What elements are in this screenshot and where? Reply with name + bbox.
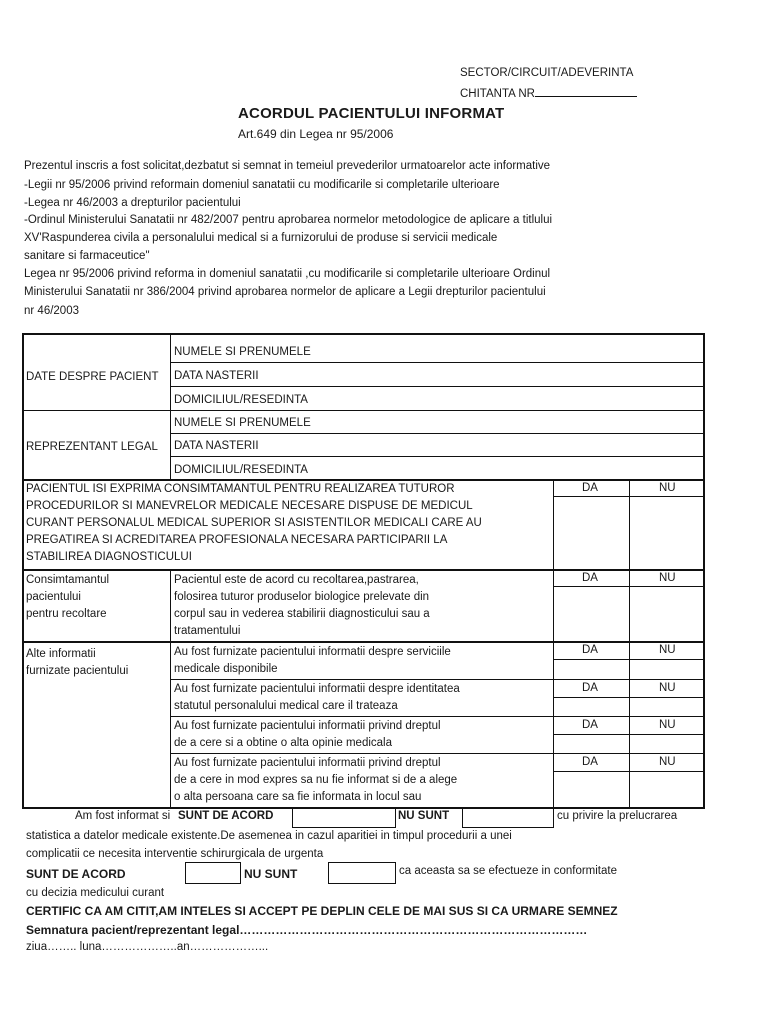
info-services-da-label: DA: [582, 644, 598, 656]
info-services-da-checkbox[interactable]: [555, 661, 628, 678]
processing-agree-box[interactable]: [292, 808, 396, 828]
patient-data-label: DATE DESPRE PACIENT: [26, 371, 159, 383]
info-opinion-nu-label: NU: [659, 719, 676, 731]
surgery-agree-label: SUNT DE ACORD: [26, 867, 126, 881]
info-opinion-nu-checkbox[interactable]: [631, 736, 704, 752]
intro-line: -Ordinul Ministerului Sanatatii nr 482/2007 pentru aprobarea normelor metodologice de aplicare a titlului: [24, 214, 553, 226]
general-consent-da-label: DA: [582, 482, 598, 494]
patient-name-field[interactable]: NUMELE SI PRENUMELE: [174, 346, 311, 358]
info-refuse-text: Au fost furnizate pacientului informatii privind dreptul de a cere in mod expres sa nu fie informat si de a alege o alta persoana care sa fie informata in locul sau: [174, 757, 458, 803]
collection-consent-label: Consimtamantul pacientului pentru recoltare: [26, 574, 110, 620]
conformity-text: ca aceasta sa se efectueze in conformitate: [399, 865, 617, 877]
info-opinion-da-label: DA: [582, 719, 598, 731]
info-identity-da-label: DA: [582, 682, 598, 694]
patient-birthdate-field[interactable]: DATA NASTERII: [174, 370, 259, 382]
general-consent-nu-checkbox[interactable]: [631, 498, 704, 568]
patient-address-field[interactable]: DOMICILIUL/RESEDINTA: [174, 394, 308, 406]
sector-label: SECTOR/CIRCUIT/ADEVERINTA: [460, 67, 634, 79]
intro-line: -Legii nr 95/2006 privind reformain domeniul sanatatii cu modificarile si completarile ulterioare: [24, 179, 500, 191]
informed-prefix: Am fost informat si: [75, 810, 171, 822]
stats-line-2: complicatii ce necesita interventie schirurgicala de urgenta: [26, 848, 324, 860]
page-subtitle: Art.649 din Legea nr 95/2006: [238, 127, 394, 141]
info-identity-text: Au fost furnizate pacientului informatii despre identitatea statutul personalului medical care il trateaza: [174, 683, 460, 712]
intro-line: XV'Raspunderea civila a personalului medical si a furnizorului de produse si servicii medicale: [24, 232, 498, 244]
intro-line: -Legea nr 46/2003 a drepturilor pacientului: [24, 197, 241, 209]
info-identity-nu-checkbox[interactable]: [631, 699, 704, 715]
processing-agree-label: SUNT DE ACORD: [178, 810, 274, 822]
info-identity-da-checkbox[interactable]: [555, 699, 628, 715]
info-refuse-da-label: DA: [582, 756, 598, 768]
collection-nu-label: NU: [659, 572, 676, 584]
intro-line: sanitare si farmaceutice": [24, 250, 150, 262]
general-consent-da-checkbox[interactable]: [555, 498, 628, 568]
intro-line: Legea nr 95/2006 privind reforma in domeniul sanatatii ,cu modificarile si completarile ulterioare Ordinul: [24, 268, 551, 280]
signature-line[interactable]: Semnatura pacient/reprezentant legal……………………………………………………………………………: [26, 923, 588, 937]
page-title: ACORDUL PACIENTULUI INFORMAT: [238, 105, 505, 122]
stats-line-1: statistica a datelor medicale existente.De asemenea in cazul aparitiei in timpul procedurii a unei: [26, 830, 512, 842]
chitanta-number-field[interactable]: [535, 85, 637, 97]
representative-address-field[interactable]: DOMICILIUL/RESEDINTA: [174, 464, 308, 476]
general-consent-text: PACIENTUL ISI EXPRIMA CONSIMTAMANTUL PENTRU REALIZAREA TUTUROR PROCEDURILOR SI MANEVRELOR MEDICALE NECESARE DISPUSE DE MEDICUL CURANT PERSONALUL MEDICAL SUPERIOR SI ASISTENTILOR MEDICALI CARE AU PREGATIREA SI ACREDITAREA PROFESIONALA NECESARA PARTICIPARII LA STABILIREA DIAGNOSTICULUI: [26, 483, 482, 563]
representative-name-field[interactable]: NUMELE SI PRENUMELE: [174, 417, 311, 429]
collection-da-label: DA: [582, 572, 598, 584]
processing-text: cu privire la prelucrarea: [557, 810, 678, 822]
surgery-agree-box[interactable]: [185, 862, 241, 884]
intro-line: Prezentul inscris a fost solicitat,dezbatut si semnat in temeiul prevederilor urmatoarelor acte informative: [24, 160, 551, 172]
surgery-disagree-box[interactable]: [328, 862, 396, 884]
collection-da-checkbox[interactable]: [555, 588, 628, 640]
collection-consent-text: Pacientul este de acord cu recoltarea,pastrarea, folosirea tuturor produselor biologice prelevate din corpul sau in vederea stabilirii diagnosticului sau a tratamentului: [174, 574, 430, 637]
date-line[interactable]: ziua…….. luna………………..an………………...: [26, 941, 269, 953]
info-refuse-nu-label: NU: [659, 756, 676, 768]
intro-line: Ministerului Sanatatii nr 386/2004 privind aprobarea normelor de aplicare a Legii drepturilor pacientului: [24, 286, 546, 298]
representative-label: REPREZENTANT LEGAL: [26, 441, 158, 453]
info-services-nu-label: NU: [659, 644, 676, 656]
info-opinion-da-checkbox[interactable]: [555, 736, 628, 752]
info-refuse-da-checkbox[interactable]: [555, 773, 628, 808]
processing-disagree-box[interactable]: [462, 808, 554, 828]
info-services-text: Au fost furnizate pacientului informatii despre serviciile medicale disponibile: [174, 646, 451, 675]
decision-text: cu decizia medicului curant: [26, 887, 165, 899]
info-identity-nu-label: NU: [659, 682, 676, 694]
representative-birthdate-field[interactable]: DATA NASTERII: [174, 440, 259, 452]
chitanta-label: CHITANTA NR: [460, 85, 637, 100]
intro-line: nr 46/2003: [24, 305, 79, 317]
processing-disagree-label: NU SUNT: [398, 810, 450, 822]
info-opinion-text: Au fost furnizate pacientului informatii privind dreptul de a cere si a obtine o alta opinie medicala: [174, 720, 441, 749]
surgery-disagree-label: NU SUNT: [244, 867, 298, 881]
collection-nu-checkbox[interactable]: [631, 588, 704, 640]
info-refuse-nu-checkbox[interactable]: [631, 773, 704, 808]
other-info-label: Alte informatii furnizate pacientului: [26, 648, 129, 677]
general-consent-nu-label: NU: [659, 482, 676, 494]
info-services-nu-checkbox[interactable]: [631, 661, 704, 678]
certify-statement: CERTIFIC CA AM CITIT,AM INTELES SI ACCEPT PE DEPLIN CELE DE MAI SUS SI CA URMARE SEMNEZ: [26, 904, 618, 918]
